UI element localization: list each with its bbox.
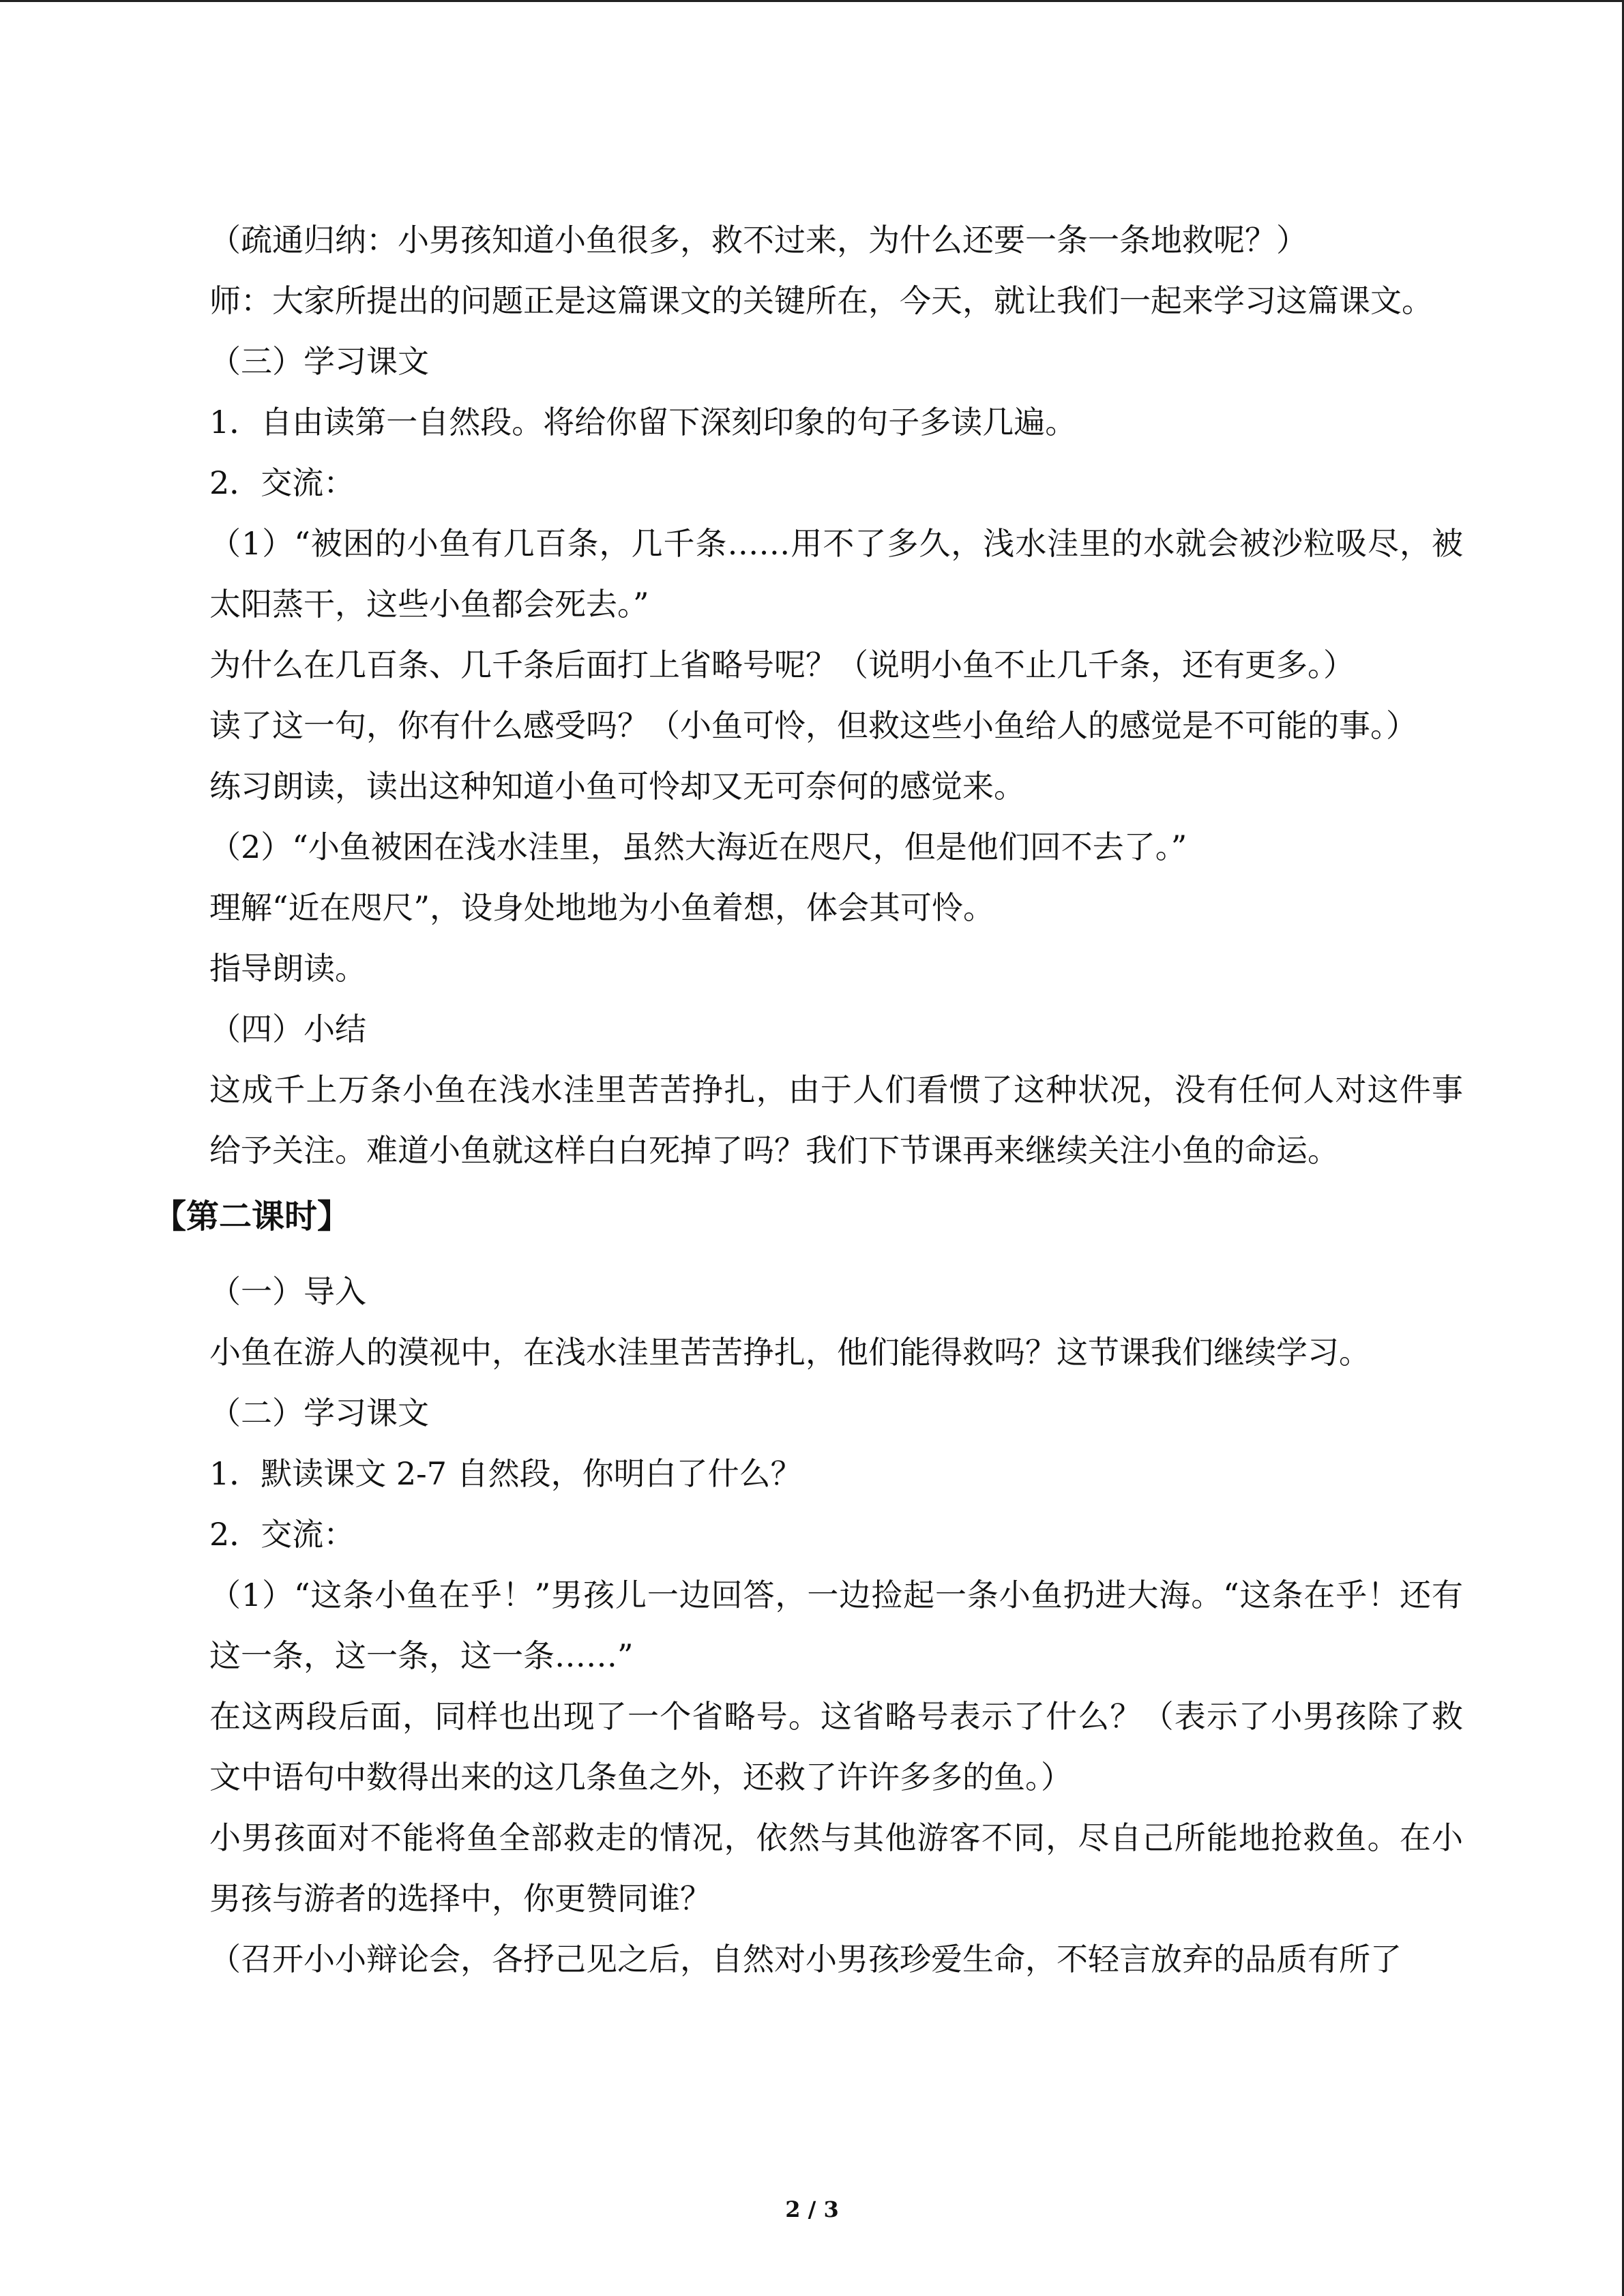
quote-paragraph: （1）“这条小鱼在乎！”男孩儿一边回答，一边捡起一条小鱼扔进大海。“这条在乎！还有这一条，这一条，这一条……” xyxy=(209,1577,1463,1674)
paragraph: 师：大家所提出的问题正是这篇课文的关键所在，今天，就让我们一起来学习这篇课文。 xyxy=(209,282,1433,319)
paragraph: 1．默读课文 2-7 自然段，你明白了什么？ xyxy=(209,1455,802,1492)
subsection-heading: （三）学习课文 xyxy=(209,343,429,380)
paragraph: 读了这一句，你有什么感受吗？（小鱼可怜，但救这些小鱼给人的感觉是不可能的事。） xyxy=(209,707,1417,744)
paragraph: （召开小小辩论会，各抒己见之后，自然对小男孩珍爱生命，不轻言放弃的品质有所了 xyxy=(209,1941,1402,1978)
paragraph: 小男孩面对不能将鱼全部救走的情况，依然与其他游客不同，尽自己所能地抢救鱼。在小男孩与游者的选择中，你更赞同谁？ xyxy=(209,1819,1463,1917)
subsection-heading: （一）导入 xyxy=(209,1273,366,1310)
page-number: 2 / 3 xyxy=(785,2196,839,2222)
paragraph: 1．自由读第一自然段。将给你留下深刻印象的句子多读几遍。 xyxy=(209,404,1077,441)
spacer xyxy=(147,1252,1463,1262)
page-content xyxy=(147,210,1463,1990)
paragraph: 2．交流： xyxy=(209,1516,355,1553)
subsection-heading: （二）学习课文 xyxy=(209,1395,429,1431)
paragraph: 这成千上万条小鱼在浅水洼里苦苦挣扎，由于人们看惯了这种状况，没有任何人对这件事给予关注。难道小鱼就这样白白死掉了吗？我们下节课再来继续关注小鱼的命运。 xyxy=(209,1071,1463,1169)
paragraph: 2．交流： xyxy=(209,464,355,501)
paragraph: 在这两段后面，同样也出现了一个省略号。这省略号表示了什么？（表示了小男孩除了救文中语句中数得出来的这几条鱼之外，还救了许许多多的鱼。） xyxy=(209,1698,1463,1795)
paragraph: 指导朗读。 xyxy=(209,950,366,987)
paragraph: 练习朗读，读出这种知道小鱼可怜却又无可奈何的感觉来。 xyxy=(209,768,1025,805)
paragraph: 理解“近在咫尺”，设身处地地为小鱼着想，体会其可怜。 xyxy=(209,889,995,926)
paragraph: （疏通归纳：小男孩知道小鱼很多，救不过来，为什么还要一条一条地救呢？） xyxy=(209,222,1308,258)
paragraph: 为什么在几百条、几千条后面打上省略号呢？（说明小鱼不止几千条，还有更多。） xyxy=(209,646,1355,683)
section-heading: 【第二课时】 xyxy=(153,1197,351,1236)
quote-paragraph: （1）“被困的小鱼有几百条，几千条……用不了多久，浅水洼里的水就会被沙粒吸尽，被太阳蒸干，这些小鱼都会死去。” xyxy=(209,525,1463,623)
quote-paragraph: （2）“小鱼被困在浅水洼里，虽然大海近在咫尺，但是他们回不去了。” xyxy=(209,829,1187,865)
paragraph: 小鱼在游人的漠视中，在浅水洼里苦苦挣扎，他们能得救吗？这节课我们继续学习。 xyxy=(209,1334,1370,1371)
subsection-heading: （四）小结 xyxy=(209,1011,366,1047)
